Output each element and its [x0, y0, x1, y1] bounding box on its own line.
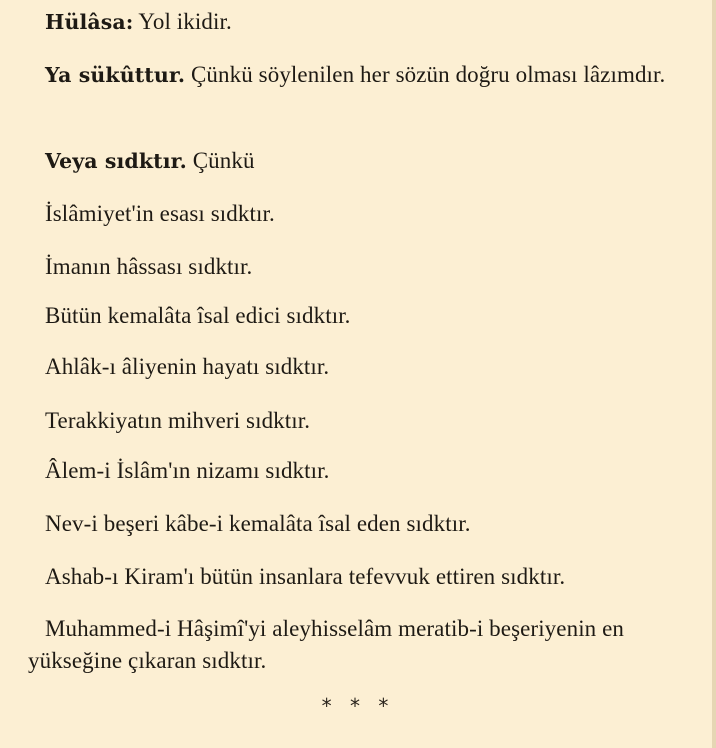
bold-lead: Ya sükûttur.	[45, 63, 186, 87]
section-separator: * * *	[321, 694, 395, 718]
page-edge	[712, 0, 716, 748]
line-terakkiyat: Terakkiyatın mihveri sıdktır.	[45, 408, 311, 433]
line-ashab: Ashab-ı Kiram'ı bütün insanlara tefevvuk ettiren sıdktır.	[45, 564, 566, 589]
line-iman: İmanın hâssası sıdktır.	[45, 254, 253, 279]
line-kemalat: Bütün kemalâta îsal edici sıdktır.	[45, 303, 351, 328]
paragraph-sidk	[28, 145, 700, 177]
paragraph-text: Yol ikidir.	[133, 9, 232, 34]
paragraph-text: Çünkü	[186, 148, 255, 173]
bold-lead: Hülâsa:	[45, 10, 134, 34]
paragraph-text: Çünkü söylenilen her sözün doğru olması lâzımdır.	[185, 62, 666, 87]
line-muhammed: Muhammed-i Hâşimî'yi aleyhisselâm meratib-i beşeriyenin en yükseğine çıkaran sıdktır.	[28, 616, 625, 673]
line-islamiyet: İslâmiyet'in esası sıdktır.	[45, 201, 275, 226]
paragraph-sukut	[28, 59, 700, 91]
line-nev-i-beser: Nev-i beşeri kâbe-i kemalâta îsal eden sıdktır.	[45, 511, 471, 536]
paragraph-hulasa	[28, 6, 700, 38]
bold-lead: Veya sıdktır.	[45, 149, 187, 173]
line-ahlak: Ahlâk-ı âliyenin hayatı sıdktır.	[45, 354, 330, 379]
line-alem-i-islam: Âlem-i İslâm'ın nizamı sıdktır.	[45, 458, 330, 483]
